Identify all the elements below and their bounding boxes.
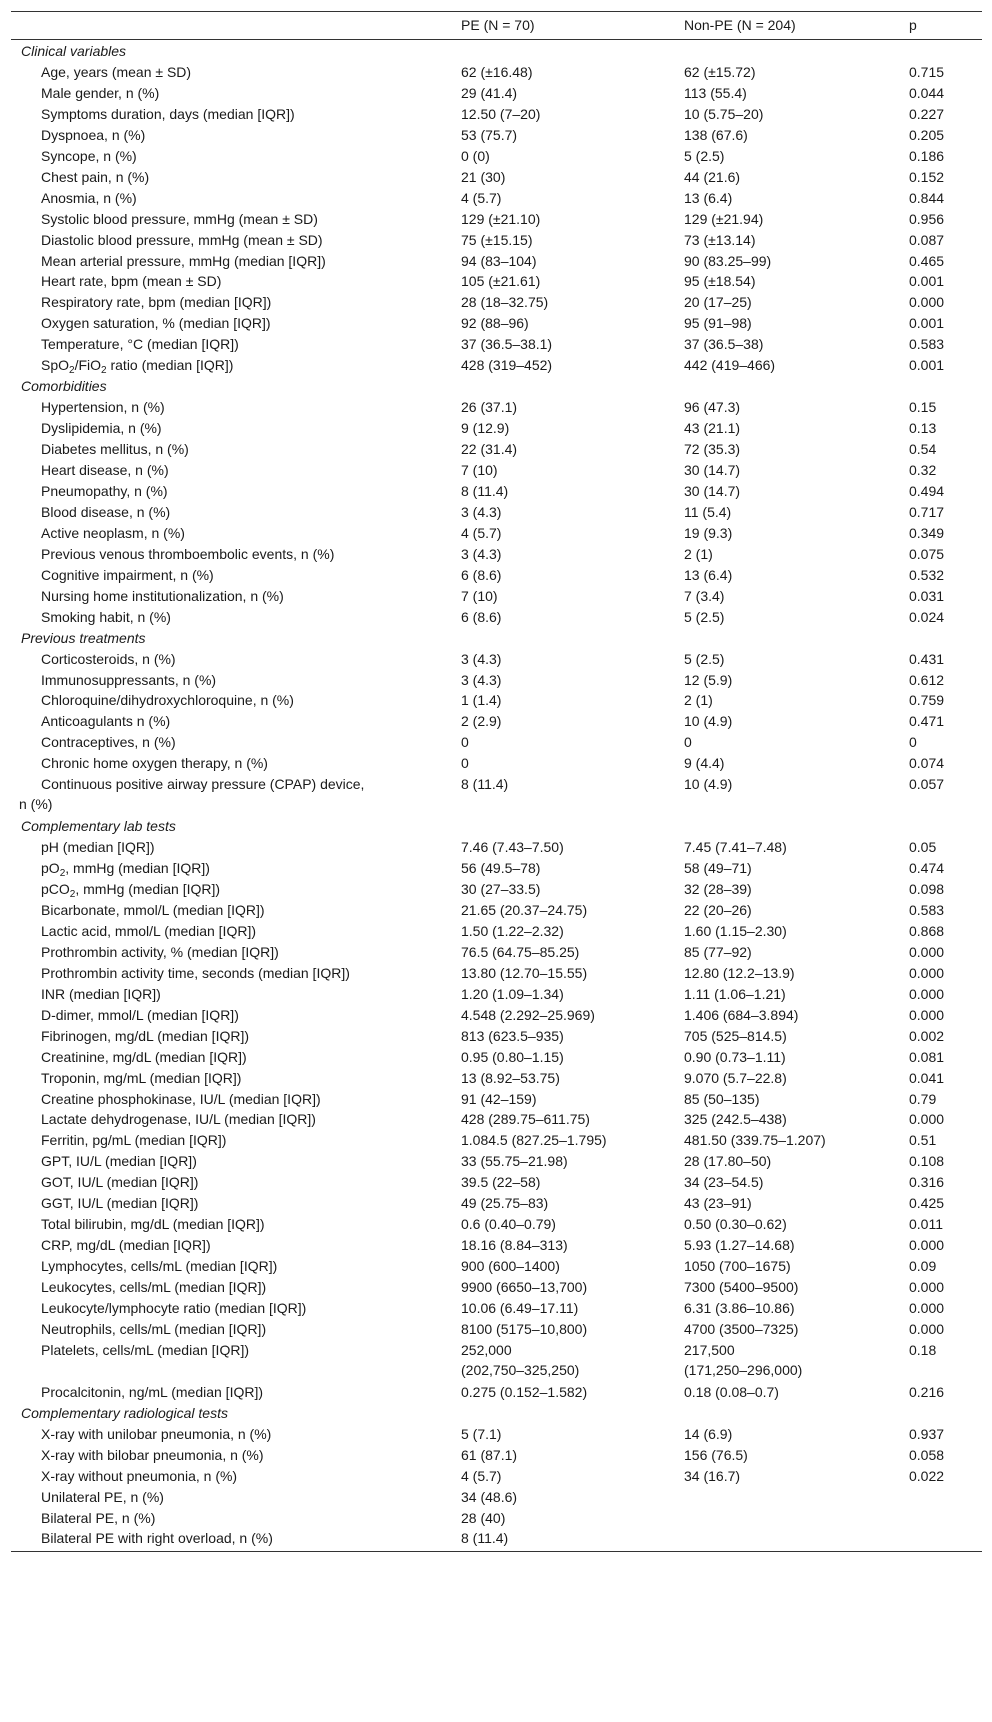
row-label: Lactic acid, mmol/L (median [IQR]) bbox=[41, 922, 256, 939]
p-value: 0.001 bbox=[909, 357, 945, 374]
row-label: Temperature, °C (median [IQR]) bbox=[41, 336, 239, 353]
non-pe-value: 442 (419–466) bbox=[684, 357, 776, 374]
p-value: 0.51 bbox=[909, 1132, 937, 1149]
p-value: 0.425 bbox=[909, 1195, 945, 1212]
pe-value: 21.65 (20.37–24.75) bbox=[461, 901, 588, 918]
pe-value: 94 (83–104) bbox=[461, 252, 537, 269]
pe-value: 33 (55.75–21.98) bbox=[461, 1153, 568, 1170]
p-value: 0.024 bbox=[909, 608, 945, 625]
non-pe-value: 37 (36.5–38) bbox=[684, 336, 764, 353]
row-label: Bilateral PE, n (%) bbox=[41, 1509, 156, 1526]
pe-value: 4.548 (2.292–25.969) bbox=[461, 1006, 595, 1023]
row-label: Bilateral PE with right overload, n (%) bbox=[41, 1530, 273, 1547]
non-pe-value: 5 (2.5) bbox=[684, 608, 725, 625]
pe-value: 34 (48.6) bbox=[461, 1488, 518, 1505]
row-label: Blood disease, n (%) bbox=[41, 503, 171, 520]
p-value: 0.937 bbox=[909, 1425, 945, 1442]
p-value: 0.000 bbox=[909, 1320, 945, 1337]
pe-value: 6 (8.6) bbox=[461, 566, 502, 583]
p-value: 0.05 bbox=[909, 839, 937, 856]
row-label: Immunosuppressants, n (%) bbox=[41, 671, 217, 688]
pe-value: 75 (±15.15) bbox=[461, 231, 533, 248]
non-pe-value: 0 bbox=[684, 734, 692, 751]
row-label: Chest pain, n (%) bbox=[41, 168, 150, 185]
pe-value: 1.50 (1.22–2.32) bbox=[461, 922, 564, 939]
pe-value: 4 (5.7) bbox=[461, 524, 502, 541]
non-pe-value: 2 (1) bbox=[684, 545, 713, 562]
pe-value: 6 (8.6) bbox=[461, 608, 502, 625]
p-value: 0.022 bbox=[909, 1467, 945, 1484]
non-pe-value: 7 (3.4) bbox=[684, 587, 725, 604]
pe-value: 53 (75.7) bbox=[461, 126, 518, 143]
row-label: Bicarbonate, mmol/L (median [IQR]) bbox=[41, 901, 265, 918]
non-pe-value: 1050 (700–1675) bbox=[684, 1258, 791, 1275]
header-p: p bbox=[909, 17, 917, 33]
row-label: Chronic home oxygen therapy, n (%) bbox=[41, 755, 268, 772]
pe-value: 0 (0) bbox=[461, 147, 490, 164]
p-value: 0.471 bbox=[909, 713, 945, 730]
non-pe-value: 9.070 (5.7–22.8) bbox=[684, 1069, 787, 1086]
non-pe-value: 217,500 bbox=[684, 1341, 735, 1358]
row-label: Neutrophils, cells/mL (median [IQR]) bbox=[41, 1320, 267, 1337]
non-pe-value: 0.90 (0.73–1.11) bbox=[684, 1048, 786, 1065]
row-label: D-dimer, mmol/L (median [IQR]) bbox=[41, 1006, 239, 1023]
pe-value: 7.46 (7.43–7.50) bbox=[461, 839, 564, 856]
row-label: Lymphocytes, cells/mL (median [IQR]) bbox=[41, 1258, 278, 1275]
row-label: GOT, IU/L (median [IQR]) bbox=[41, 1174, 199, 1191]
pe-value: 3 (4.3) bbox=[461, 671, 502, 688]
section-title: Previous treatments bbox=[21, 629, 146, 646]
section-title: Complementary radiological tests bbox=[21, 1404, 228, 1421]
p-value: 0.532 bbox=[909, 566, 945, 583]
pe-value: 29 (41.4) bbox=[461, 84, 518, 101]
header-pe: PE (N = 70) bbox=[461, 17, 535, 33]
non-pe-value: 7.45 (7.41–7.48) bbox=[684, 839, 787, 856]
non-pe-value: 90 (83.25–99) bbox=[684, 252, 772, 269]
non-pe-value: 325 (242.5–438) bbox=[684, 1111, 787, 1128]
row-label: Prothrombin activity time, seconds (median [IQR]) bbox=[41, 964, 350, 981]
non-pe-value: 5 (2.5) bbox=[684, 147, 725, 164]
non-pe-value: 156 (76.5) bbox=[684, 1446, 748, 1463]
p-value: 0.583 bbox=[909, 336, 945, 353]
p-value: 0.316 bbox=[909, 1174, 945, 1191]
non-pe-value: 5.93 (1.27–14.68) bbox=[684, 1237, 795, 1254]
row-label: Leukocytes, cells/mL (median [IQR]) bbox=[41, 1279, 267, 1296]
p-value: 0.54 bbox=[909, 441, 937, 458]
row-label: Active neoplasm, n (%) bbox=[41, 524, 185, 541]
row-label: X-ray without pneumonia, n (%) bbox=[41, 1467, 238, 1484]
non-pe-value: 95 (±18.54) bbox=[684, 273, 756, 290]
pe-value: 91 (42–159) bbox=[461, 1090, 537, 1107]
row-label: Chloroquine/dihydroxychloroquine, n (%) bbox=[41, 692, 294, 709]
row-label: Syncope, n (%) bbox=[41, 147, 137, 164]
pe-value: 4 (5.7) bbox=[461, 1467, 502, 1484]
p-value: 0.075 bbox=[909, 545, 945, 562]
pe-value: 76.5 (64.75–85.25) bbox=[461, 943, 580, 960]
pe-value: 28 (40) bbox=[461, 1509, 506, 1526]
non-pe-value: 43 (21.1) bbox=[684, 420, 741, 437]
pe-value: 7 (10) bbox=[461, 587, 498, 604]
p-value: 0.715 bbox=[909, 63, 945, 80]
pe-value: 28 (18–32.75) bbox=[461, 294, 549, 311]
pe-value: 56 (49.5–78) bbox=[461, 860, 541, 877]
non-pe-value: 22 (20–26) bbox=[684, 901, 752, 918]
p-value: 0.32 bbox=[909, 462, 937, 478]
row-label: Nursing home institutionalization, n (%) bbox=[41, 587, 284, 604]
p-value: 0.717 bbox=[909, 503, 945, 520]
pe-value: 1.20 (1.09–1.34) bbox=[461, 985, 564, 1002]
pe-value-continued: (202,750–325,250) bbox=[461, 1361, 580, 1378]
non-pe-value: 4700 (3500–7325) bbox=[684, 1320, 799, 1337]
pe-value: 129 (±21.10) bbox=[461, 210, 541, 227]
non-pe-value: 43 (23–91) bbox=[684, 1195, 752, 1212]
row-label: Procalcitonin, ng/mL (median [IQR]) bbox=[41, 1383, 264, 1400]
non-pe-value: 28 (17.80–50) bbox=[684, 1153, 772, 1170]
p-value: 0.868 bbox=[909, 922, 945, 939]
non-pe-value: 30 (14.7) bbox=[684, 482, 741, 499]
non-pe-value: 1.11 (1.06–1.21) bbox=[684, 985, 786, 1002]
p-value: 0.465 bbox=[909, 252, 945, 269]
non-pe-value: 7300 (5400–9500) bbox=[684, 1279, 799, 1296]
p-value: 0.227 bbox=[909, 105, 945, 122]
pe-value: 0.95 (0.80–1.15) bbox=[461, 1048, 564, 1065]
row-label: Pneumopathy, n (%) bbox=[41, 482, 168, 499]
p-value: 0.000 bbox=[909, 294, 945, 311]
non-pe-value: 1.60 (1.15–2.30) bbox=[684, 922, 787, 939]
row-label: X-ray with unilobar pneumonia, n (%) bbox=[41, 1425, 272, 1442]
pe-value: 1.084.5 (827.25–1.795) bbox=[461, 1132, 607, 1149]
row-label: Troponin, mg/mL (median [IQR]) bbox=[41, 1069, 242, 1086]
pe-value: 0.6 (0.40–0.79) bbox=[461, 1216, 556, 1233]
row-label: Systolic blood pressure, mmHg (mean ± SD) bbox=[41, 210, 318, 227]
p-value: 0 bbox=[909, 734, 917, 751]
p-value: 0.956 bbox=[909, 210, 945, 227]
pe-value: 105 (±21.61) bbox=[461, 273, 541, 290]
non-pe-value: 32 (28–39) bbox=[684, 881, 752, 897]
pe-value: 62 (±16.48) bbox=[461, 63, 533, 80]
p-value: 0.001 bbox=[909, 273, 945, 290]
header-rule bbox=[11, 39, 982, 40]
non-pe-value: 1.406 (684–3.894) bbox=[684, 1006, 799, 1023]
row-label: Mean arterial pressure, mmHg (median [IQR]) bbox=[41, 252, 326, 269]
p-value: 0.058 bbox=[909, 1446, 945, 1463]
p-value: 0.000 bbox=[909, 1006, 945, 1023]
row-label: Lactate dehydrogenase, IU/L (median [IQR]) bbox=[41, 1111, 316, 1128]
pe-value: 13.80 (12.70–15.55) bbox=[461, 964, 588, 981]
pe-value: 428 (319–452) bbox=[461, 357, 553, 374]
row-label: $pO_2$, mmHg (median [IQR]) bbox=[41, 860, 210, 880]
pe-value: 12.50 (7–20) bbox=[461, 105, 541, 122]
non-pe-value: 138 (67.6) bbox=[684, 126, 748, 143]
row-label-continued: n (%) bbox=[19, 796, 53, 813]
p-value: 0.583 bbox=[909, 901, 945, 918]
row-label: pH (median [IQR]) bbox=[41, 839, 155, 856]
non-pe-value: 129 (±21.94) bbox=[684, 210, 764, 227]
row-label: Diabetes mellitus, n (%) bbox=[41, 441, 189, 458]
pe-value: 8100 (5175–10,800) bbox=[461, 1320, 588, 1337]
non-pe-value: 13 (6.4) bbox=[684, 566, 733, 583]
p-value: 0.759 bbox=[909, 692, 945, 709]
row-label: GGT, IU/L (median [IQR]) bbox=[41, 1195, 199, 1212]
row-label: CRP, mg/dL (median [IQR]) bbox=[41, 1237, 211, 1254]
pe-value: 5 (7.1) bbox=[461, 1425, 502, 1442]
p-value: 0.79 bbox=[909, 1090, 937, 1107]
row-label: Unilateral PE, n (%) bbox=[41, 1488, 164, 1505]
p-value: 0.011 bbox=[909, 1216, 943, 1233]
non-pe-value: 95 (91–98) bbox=[684, 315, 752, 332]
pe-value: 22 (31.4) bbox=[461, 441, 518, 458]
pe-value: 2 (2.9) bbox=[461, 713, 502, 730]
row-label: Leukocyte/lymphocyte ratio (median [IQR]) bbox=[41, 1300, 307, 1316]
row-label: Oxygen saturation, % (median [IQR]) bbox=[41, 315, 271, 332]
pe-value: 37 (36.5–38.1) bbox=[461, 336, 553, 353]
p-value: 0.087 bbox=[909, 231, 945, 248]
non-pe-value: 0.18 (0.08–0.7) bbox=[684, 1383, 779, 1400]
row-label: Male gender, n (%) bbox=[41, 84, 160, 101]
non-pe-value: 2 (1) bbox=[684, 692, 713, 709]
row-label: pCO$_2$, mmHg (median [IQR]) bbox=[41, 881, 221, 900]
non-pe-value-continued: (171,250–296,000) bbox=[684, 1361, 803, 1378]
pe-value: 252,000 bbox=[461, 1341, 512, 1358]
pe-value: 4 (5.7) bbox=[461, 189, 502, 206]
pe-value: 0 bbox=[461, 734, 469, 751]
non-pe-value: 10 (4.9) bbox=[684, 776, 733, 793]
row-label: Contraceptives, n (%) bbox=[41, 734, 176, 751]
row-label: Ferritin, pg/mL (median [IQR]) bbox=[41, 1132, 227, 1149]
row-label: Symptoms duration, days (median [IQR]) bbox=[41, 105, 295, 122]
pe-value: 8 (11.4) bbox=[461, 1530, 509, 1547]
non-pe-value: 14 (6.9) bbox=[684, 1425, 733, 1442]
p-value: 0.001 bbox=[909, 315, 945, 332]
section-title: Complementary lab tests bbox=[21, 818, 176, 835]
p-value: 0.349 bbox=[909, 524, 945, 541]
pe-value: 21 (30) bbox=[461, 168, 506, 185]
p-value: 0.844 bbox=[909, 189, 945, 206]
row-label: Fibrinogen, mg/dL (median [IQR]) bbox=[41, 1027, 250, 1044]
pe-value: 900 (600–1400) bbox=[461, 1258, 560, 1275]
pe-value: 7 (10) bbox=[461, 462, 498, 478]
row-label: Platelets, cells/mL (median [IQR]) bbox=[41, 1341, 249, 1358]
row-label: Prothrombin activity, % (median [IQR]) bbox=[41, 943, 279, 960]
non-pe-value: 58 (49–71) bbox=[684, 860, 752, 877]
p-value: 0.431 bbox=[909, 650, 945, 667]
p-value: 0.031 bbox=[909, 587, 945, 604]
row-label: Total bilirubin, mg/dL (median [IQR]) bbox=[41, 1216, 265, 1233]
row-label: Previous venous thromboembolic events, n (%) bbox=[41, 545, 335, 562]
non-pe-value: 12 (5.9) bbox=[684, 671, 733, 688]
row-label: Smoking habit, n (%) bbox=[41, 608, 171, 625]
non-pe-value: 30 (14.7) bbox=[684, 462, 741, 478]
non-pe-value: 62 (±15.72) bbox=[684, 63, 756, 80]
p-value: 0.000 bbox=[909, 985, 945, 1002]
non-pe-value: 73 (±13.14) bbox=[684, 231, 756, 248]
p-value: 0.081 bbox=[909, 1048, 945, 1065]
non-pe-value: 481.50 (339.75–1.207) bbox=[684, 1132, 826, 1149]
non-pe-value: 11 (5.4) bbox=[684, 503, 732, 520]
non-pe-value: 9 (4.4) bbox=[684, 755, 725, 772]
row-label: Continuous positive airway pressure (CPAP) device, bbox=[41, 776, 365, 793]
p-value: 0.098 bbox=[909, 881, 945, 897]
p-value: 0.152 bbox=[909, 168, 945, 185]
non-pe-value: 12.80 (12.2–13.9) bbox=[684, 964, 795, 981]
p-value: 0.057 bbox=[909, 776, 945, 793]
pe-value: 26 (37.1) bbox=[461, 399, 518, 416]
row-label: Creatine phosphokinase, IU/L (median [IQR]) bbox=[41, 1090, 321, 1107]
row-label: Corticosteroids, n (%) bbox=[41, 650, 176, 667]
row-label: Diastolic blood pressure, mmHg (mean ± SD) bbox=[41, 231, 323, 248]
non-pe-value: 34 (23–54.5) bbox=[684, 1174, 764, 1191]
p-value: 0.044 bbox=[909, 84, 945, 101]
row-label: Cognitive impairment, n (%) bbox=[41, 566, 214, 583]
p-value: 0.494 bbox=[909, 482, 945, 499]
non-pe-value: 13 (6.4) bbox=[684, 189, 733, 206]
non-pe-value: 20 (17–25) bbox=[684, 294, 752, 311]
pe-value: 30 (27–33.5) bbox=[461, 881, 541, 897]
p-value: 0.000 bbox=[909, 964, 945, 981]
non-pe-value: 85 (50–135) bbox=[684, 1090, 760, 1107]
section-title: Clinical variables bbox=[21, 43, 127, 59]
non-pe-value: 705 (525–814.5) bbox=[684, 1027, 787, 1044]
pe-value: 61 (87.1) bbox=[461, 1446, 518, 1463]
p-value: 0.18 bbox=[909, 1341, 937, 1358]
section-title: Comorbidities bbox=[21, 378, 107, 395]
row-label: Hypertension, n (%) bbox=[41, 399, 165, 416]
p-value: 0.13 bbox=[909, 420, 937, 437]
p-value: 0.000 bbox=[909, 943, 945, 960]
non-pe-value: 34 (16.7) bbox=[684, 1467, 741, 1484]
top-rule bbox=[11, 11, 982, 12]
non-pe-value: 19 (9.3) bbox=[684, 524, 733, 541]
p-value: 0.041 bbox=[909, 1069, 945, 1086]
p-value: 0.000 bbox=[909, 1111, 945, 1128]
p-value: 0.216 bbox=[909, 1383, 945, 1400]
pe-value: 8 (11.4) bbox=[461, 482, 509, 499]
pe-value: 428 (289.75–611.75) bbox=[461, 1111, 590, 1128]
pe-value: 92 (88–96) bbox=[461, 315, 529, 332]
non-pe-value: 10 (5.75–20) bbox=[684, 105, 764, 122]
pe-value: 10.06 (6.49–17.11) bbox=[461, 1300, 579, 1316]
pe-value: 13 (8.92–53.75) bbox=[461, 1069, 560, 1086]
pe-value: 39.5 (22–58) bbox=[461, 1174, 541, 1191]
pe-value: 3 (4.3) bbox=[461, 545, 502, 562]
p-value: 0.474 bbox=[909, 860, 945, 877]
row-label: Creatinine, mg/dL (median [IQR]) bbox=[41, 1048, 247, 1065]
row-label: Heart rate, bpm (mean ± SD) bbox=[41, 273, 222, 290]
p-value: 0.612 bbox=[909, 671, 945, 688]
non-pe-value: 44 (21.6) bbox=[684, 168, 741, 185]
row-label: Anticoagulants n (%) bbox=[41, 713, 171, 730]
p-value: 0.15 bbox=[909, 399, 937, 416]
non-pe-value: 96 (47.3) bbox=[684, 399, 741, 416]
non-pe-value: 10 (4.9) bbox=[684, 713, 733, 730]
row-label: Dyspnoea, n (%) bbox=[41, 126, 146, 143]
row-label: X-ray with bilobar pneumonia, n (%) bbox=[41, 1446, 264, 1463]
row-label: Respiratory rate, bpm (median [IQR]) bbox=[41, 294, 272, 311]
p-value: 0.09 bbox=[909, 1258, 937, 1275]
p-value: 0.108 bbox=[909, 1153, 945, 1170]
p-value: 0.002 bbox=[909, 1027, 945, 1044]
row-label: Anosmia, n (%) bbox=[41, 189, 137, 206]
non-pe-value: 5 (2.5) bbox=[684, 650, 725, 667]
pe-value: 49 (25.75–83) bbox=[461, 1195, 549, 1212]
row-label: Dyslipidemia, n (%) bbox=[41, 420, 162, 437]
pe-value: 18.16 (8.84–313) bbox=[461, 1237, 568, 1254]
p-value: 0.205 bbox=[909, 126, 945, 143]
pe-value: 0 bbox=[461, 755, 469, 772]
row-label: Heart disease, n (%) bbox=[41, 462, 169, 478]
row-label: GPT, IU/L (median [IQR]) bbox=[41, 1153, 197, 1170]
pe-value: 0.275 (0.152–1.582) bbox=[461, 1383, 588, 1400]
row-label: Age, years (mean ± SD) bbox=[41, 63, 192, 80]
non-pe-value: 6.31 (3.86–10.86) bbox=[684, 1300, 795, 1316]
non-pe-value: 0.50 (0.30–0.62) bbox=[684, 1216, 787, 1233]
row-label: INR (median [IQR]) bbox=[41, 985, 161, 1002]
pe-value: 1 (1.4) bbox=[461, 692, 502, 709]
p-value: 0.074 bbox=[909, 755, 945, 772]
pe-value: 8 (11.4) bbox=[461, 776, 509, 793]
p-value: 0.000 bbox=[909, 1237, 945, 1254]
non-pe-value: 72 (35.3) bbox=[684, 441, 741, 458]
bottom-rule bbox=[11, 1551, 982, 1552]
pe-value: 3 (4.3) bbox=[461, 650, 502, 667]
non-pe-value: 85 (77–92) bbox=[684, 943, 752, 960]
row-label: SpO$_2$/FiO$_2$ ratio (median [IQR]) bbox=[41, 357, 234, 377]
header-non-pe: Non-PE (N = 204) bbox=[684, 17, 796, 33]
pe-value: 813 (623.5–935) bbox=[461, 1027, 564, 1044]
p-value: 0.000 bbox=[909, 1300, 945, 1316]
non-pe-value: 113 (55.4) bbox=[684, 84, 747, 101]
pe-value: 3 (4.3) bbox=[461, 503, 502, 520]
pe-value: 9 (12.9) bbox=[461, 420, 510, 437]
p-value: 0.000 bbox=[909, 1279, 945, 1296]
p-value: 0.186 bbox=[909, 147, 945, 164]
pe-value: 9900 (6650–13,700) bbox=[461, 1279, 588, 1296]
